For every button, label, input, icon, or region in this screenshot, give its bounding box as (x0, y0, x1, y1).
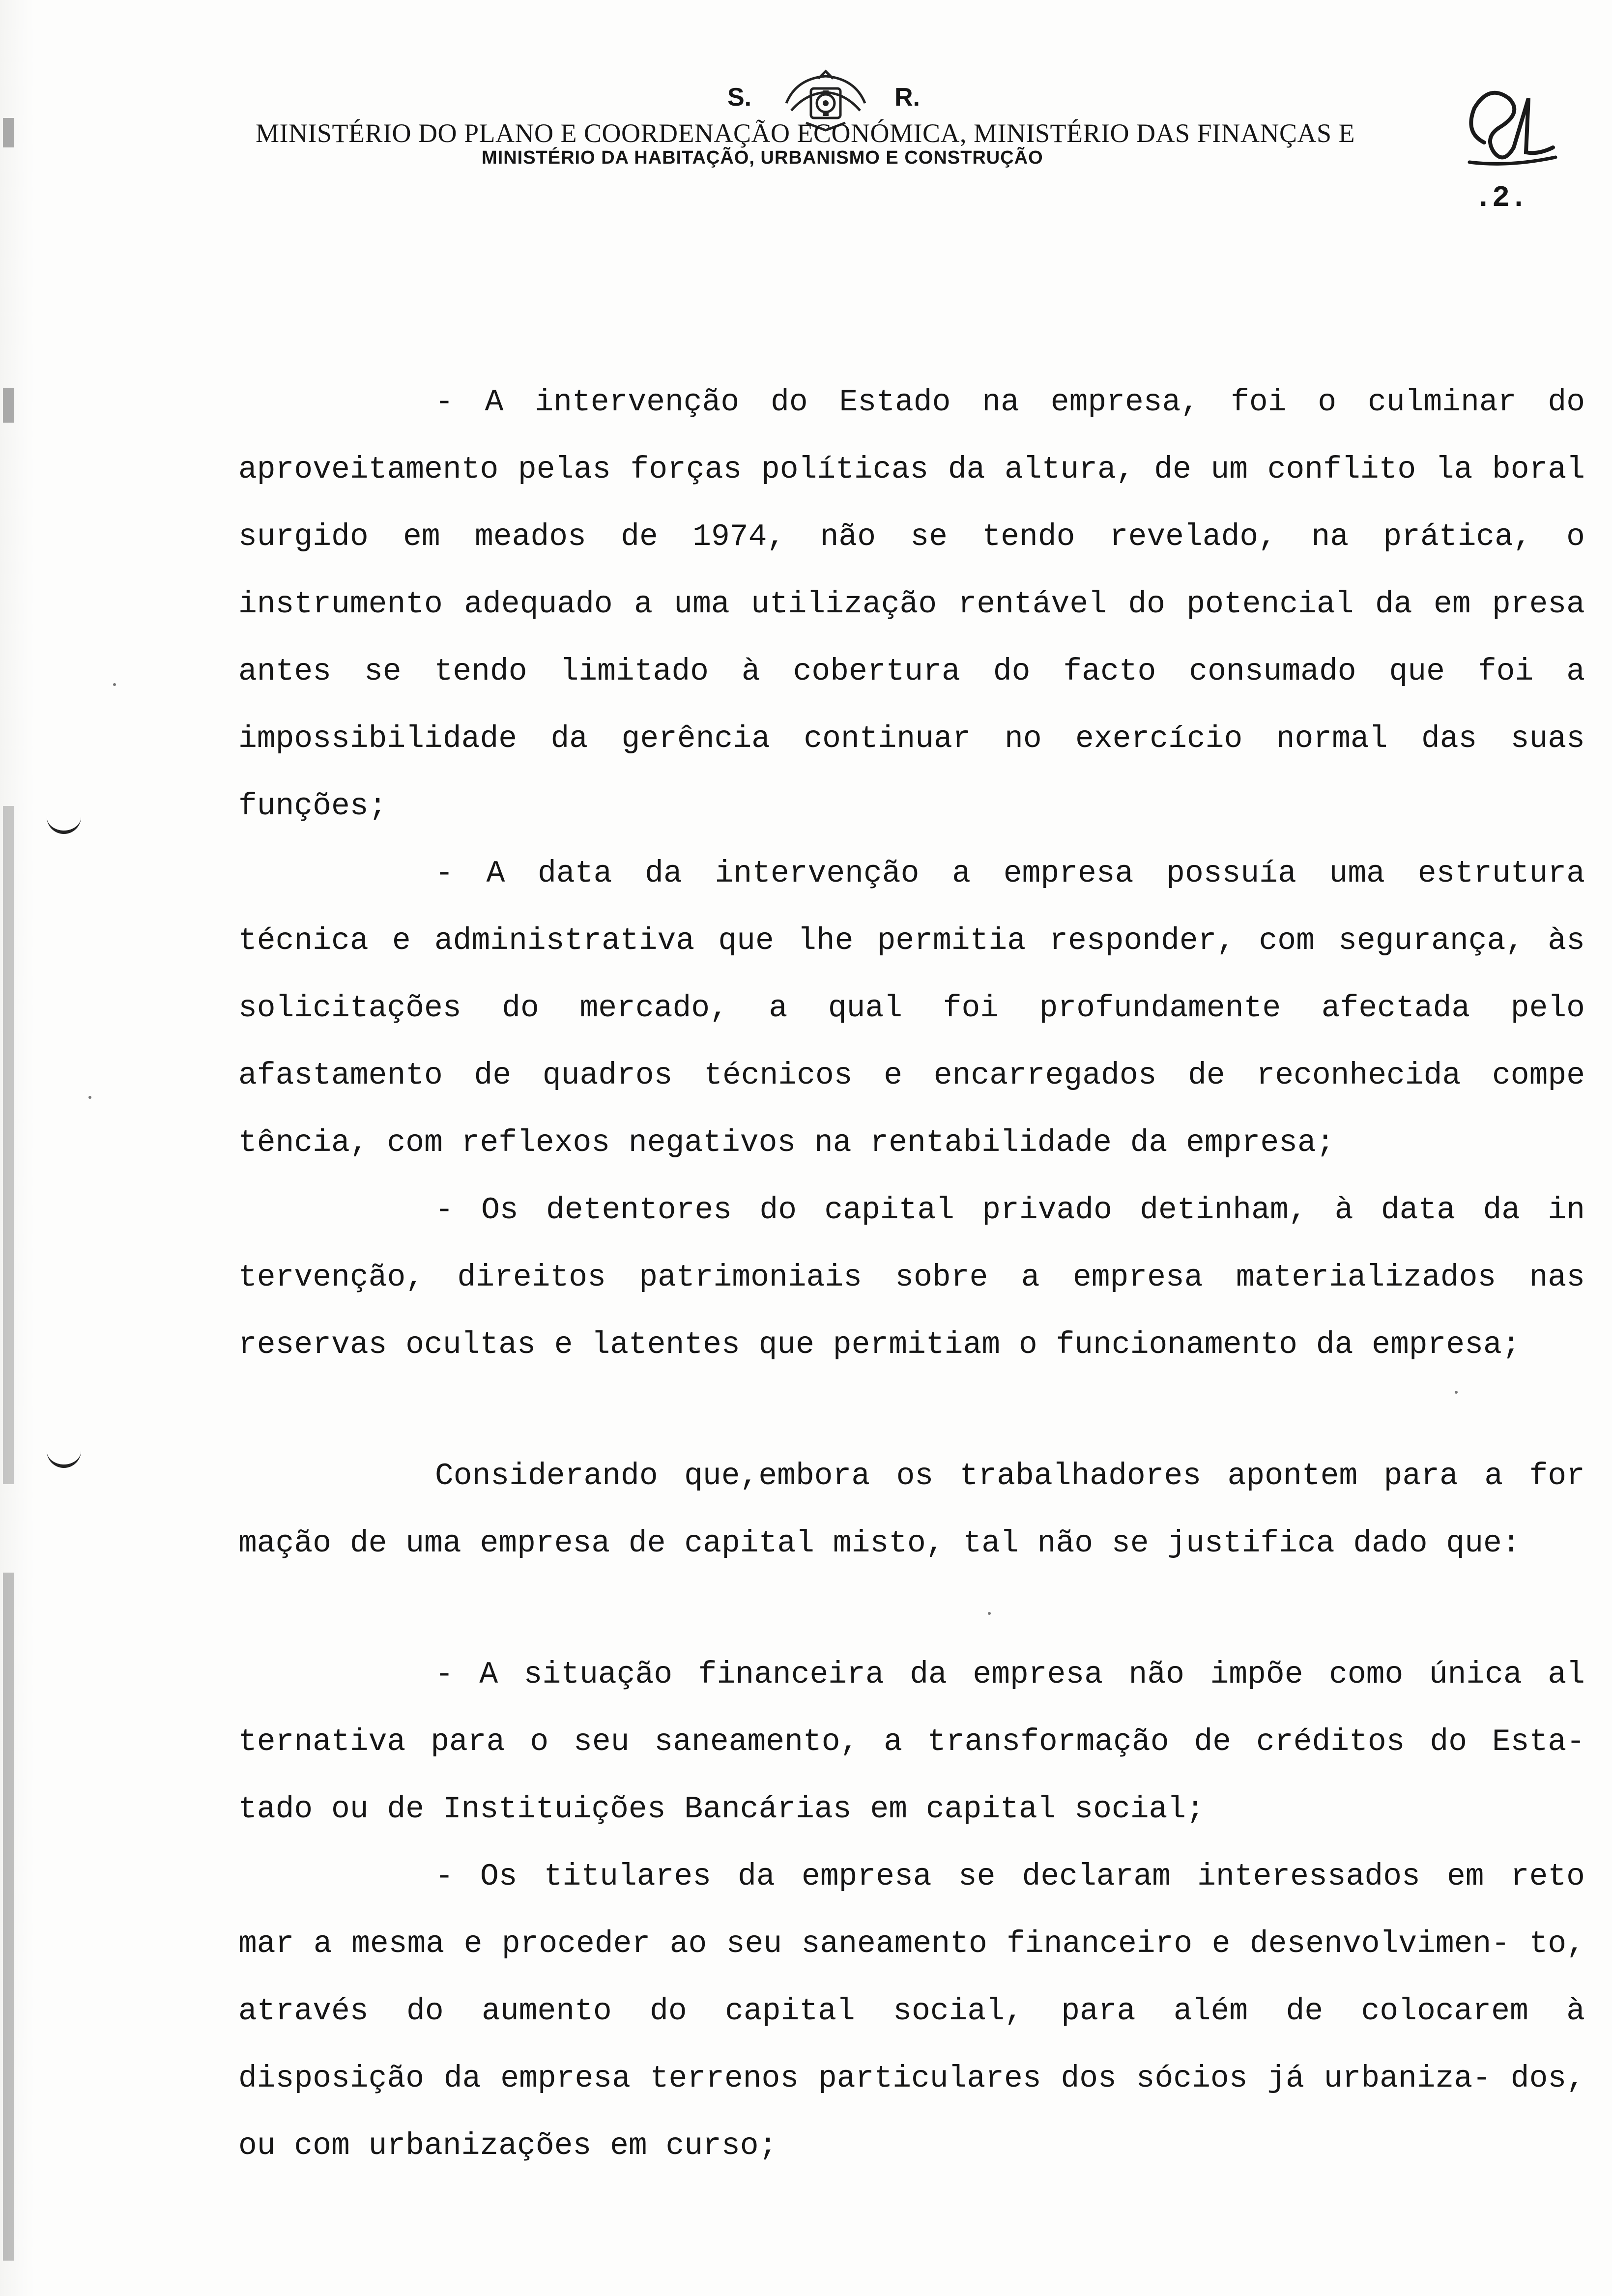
ministry-line-1: MINISTÉRIO DO PLANO E COORDENAÇÃO ECONÓMICA, MINISTÉRIO DAS FINANÇAS E (256, 118, 1355, 148)
edge-shadow (3, 806, 14, 1484)
paragraph: - A situação financeira da empresa não impõe como única al ternativa para o seu saneamento, a transformação de créditos do Esta- tado ou de Instituições Bancárias em capital social; (238, 1657, 1585, 1827)
scan-speck (988, 1612, 991, 1615)
paragraph-spacer (238, 1378, 1585, 1442)
republic-mark (727, 74, 934, 118)
binder-mark (47, 1450, 81, 1468)
document-body (238, 369, 1585, 2180)
scan-speck (88, 1096, 91, 1099)
paragraph: - Os detentores do capital privado detinham, à data da in tervenção, direitos patrimoniais sobre a empresa materializados nas reservas ocultas e latentes que permitiam o funcionamento da empresa; (238, 1193, 1585, 1362)
sr-left-letter: S. (727, 83, 752, 112)
paragraph: Considerando que,embora os trabalhadores apontem para a for mação de uma empresa de capital misto, tal não se justifica dado que: (238, 1459, 1585, 1561)
sr-right-letter: R. (894, 83, 920, 112)
scan-speck (1455, 1391, 1458, 1394)
page-number: .2. (1474, 182, 1528, 215)
binder-mark (47, 816, 81, 834)
edge-speck (3, 388, 14, 423)
edge-shadow (3, 1573, 14, 2261)
handwritten-initials-signature (1455, 79, 1558, 172)
paragraph: - Os titulares da empresa se declaram interessados em reto mar a mesma e proceder ao seu saneamento financeiro e desenvolvimen- to, através do aumento do capital social, para além de colocarem à disposição da empresa terrenos particulares dos sócios já urbaniza- dos, ou com urbanizações em curso; (238, 1859, 1585, 2163)
edge-speck (3, 118, 14, 147)
paragraph: - A intervenção do Estado na empresa, foi o culminar do aproveitamento pelas forças políticas da altura, de um conflito la boral surgido em meados de 1974, não se tendo revelado, na prática, o instrumento adequado a uma utilização rentável do potencial da em presa antes se tendo limitado à cobertura do facto consumado que foi a impossibilidade da gerência continuar no exercício normal das suas funções; (238, 385, 1585, 824)
ministry-line-2: MINISTÉRIO DA HABITAÇÃO, URBANISMO E CONSTRUÇÃO (482, 147, 1043, 168)
paragraph: - A data da intervenção a empresa possuía uma estrutura técnica e administrativa que lhe permitia responder, com segurança, às solicitações do mercado, a qual foi profundamente afectada pelo afastamento de quadros técnicos e encarregados de reconhecida compe tência, com reflexos negativos na rentabilidade da empresa; (238, 856, 1585, 1160)
scanned-page-edge (0, 0, 34, 2296)
scan-speck (113, 683, 116, 686)
paragraph-spacer (238, 1577, 1585, 1641)
